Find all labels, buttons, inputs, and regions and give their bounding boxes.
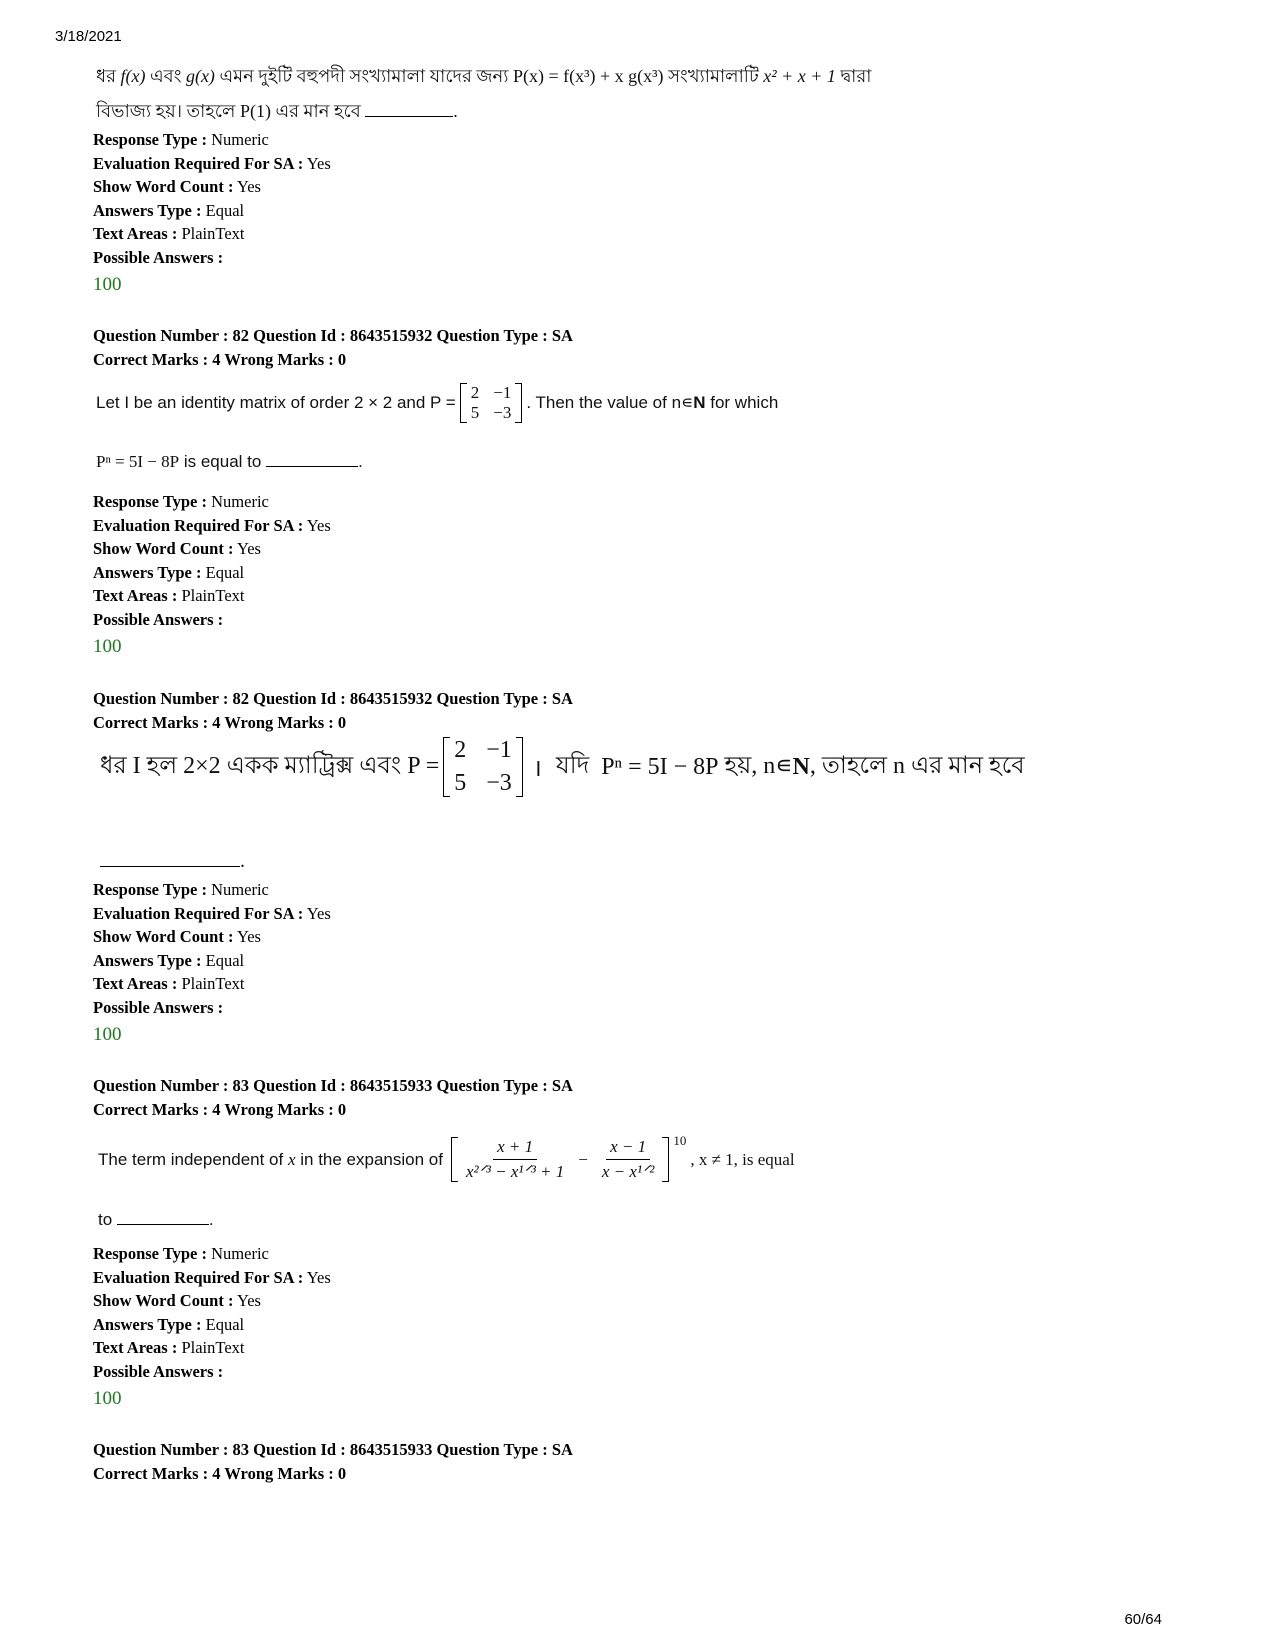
response-type-label: Response Type : [93, 130, 207, 149]
text-areas-value: PlainText [181, 586, 245, 606]
possible-answer-value: 100 [93, 1387, 122, 1409]
minus-sign: − [578, 1149, 588, 1169]
answers-type-label: Answers Type : [93, 200, 202, 220]
word-count-value: Yes [236, 927, 261, 947]
question-text-q83-en-line1 [98, 1133, 795, 1182]
q81-line2-b: এর মান হবে [275, 101, 361, 121]
q82bn-expr: Pⁿ = 5I − 8P [601, 753, 719, 780]
evaluation-value: Yes [306, 903, 331, 923]
q81-p1: P(1) [239, 101, 271, 121]
possible-answers-label: Possible Answers : [93, 997, 224, 1017]
q82-line2-a: Pⁿ = 5I − 8P [96, 452, 180, 471]
answers-type-label: Answers Type : [93, 562, 202, 582]
possible-answer-value: 100 [93, 273, 122, 295]
text-areas-label: Text Areas : [93, 224, 178, 244]
q82-text-a: Let I be an identity matrix of order 2 × 2 and P = [96, 393, 456, 412]
q82bn-text-N: N [792, 753, 810, 780]
q81-expr: P(x) = f(x³) + x g(x³) [512, 66, 664, 86]
text-areas-label: Text Areas : [93, 1338, 178, 1358]
response-type-value: Numeric [211, 880, 269, 899]
text-areas-label: Text Areas : [93, 974, 178, 994]
text-areas-value: PlainText [181, 1338, 245, 1358]
fraction-1 [462, 1137, 568, 1182]
fraction-numerator: x + 1 [493, 1137, 537, 1160]
evaluation-label: Evaluation Required For SA : [93, 1267, 304, 1287]
question-text-q81-line1 [96, 62, 871, 93]
response-type-label: Response Type : [93, 492, 207, 511]
question-header-line2: Correct Marks : 4 Wrong Marks : 0 [93, 350, 347, 369]
text-areas-label: Text Areas : [93, 586, 178, 606]
q83-power: 10 [673, 1133, 687, 1148]
fraction-denominator: x²ᐟ³ − x¹ᐟ³ + 1 [465, 1162, 565, 1181]
response-type-label: Response Type : [93, 1244, 207, 1263]
q82bn-danda: । [532, 755, 542, 782]
question-meta-block [93, 490, 331, 659]
question-header-line2: Correct Marks : 4 Wrong Marks : 0 [93, 1464, 347, 1483]
q83-x: x [287, 1149, 296, 1169]
matrix-cell: 5 [470, 403, 480, 422]
text-areas-value: PlainText [181, 224, 245, 244]
word-count-label: Show Word Count : [93, 1291, 234, 1311]
matrix-p [460, 383, 523, 423]
fraction-numerator: x − 1 [606, 1137, 650, 1160]
response-type-label: Response Type : [93, 880, 207, 899]
answer-blank [117, 1210, 209, 1225]
q82-text-b: . Then the value of n∊ [526, 393, 694, 412]
answers-type-label: Answers Type : [93, 950, 202, 970]
answers-type-value: Equal [205, 950, 245, 970]
question-text-q82-bn [100, 737, 1025, 797]
response-type-value: Numeric [211, 1244, 269, 1263]
matrix-cell: −1 [486, 737, 512, 763]
matrix-cell: −1 [493, 383, 512, 402]
q81-gx: g(x) [185, 66, 215, 86]
question-header [93, 687, 573, 735]
possible-answer-value: 100 [93, 1023, 122, 1045]
page-number: 60/64 [1124, 1611, 1162, 1628]
q83-text-c: , x ≠ 1, is equal [690, 1149, 795, 1169]
answer-blank [365, 102, 453, 117]
response-type-value: Numeric [211, 492, 269, 511]
answers-type-value: Equal [205, 200, 245, 220]
question-header-line1: Question Number : 82 Question Id : 8643515932 Question Type : SA [93, 326, 573, 345]
question-header-line1: Question Number : 82 Question Id : 8643515932 Question Type : SA [93, 689, 573, 708]
q82-line2-b: is equal to [183, 452, 262, 471]
question-header-line2: Correct Marks : 4 Wrong Marks : 0 [93, 1100, 347, 1119]
possible-answers-label: Possible Answers : [93, 609, 224, 629]
word-count-value: Yes [236, 1291, 261, 1311]
fraction-2 [598, 1137, 658, 1182]
question-header-line1: Question Number : 83 Question Id : 8643515933 Question Type : SA [93, 1076, 573, 1095]
question-header-line1: Question Number : 83 Question Id : 8643515933 Question Type : SA [93, 1440, 573, 1459]
question-text-q83-en-line2: to . [98, 1210, 214, 1229]
question-header [93, 1438, 573, 1486]
evaluation-label: Evaluation Required For SA : [93, 903, 304, 923]
fraction-denominator: x − x¹ᐟ² [601, 1162, 655, 1181]
answer-blank [266, 452, 358, 467]
evaluation-value: Yes [306, 1267, 331, 1287]
page-date: 3/18/2021 [55, 28, 122, 45]
question-text-q82-en-line1 [96, 383, 778, 423]
possible-answers-label: Possible Answers : [93, 1361, 224, 1381]
q81-fx: f(x) [120, 66, 146, 86]
expansion-brackets [451, 1137, 669, 1182]
q83-text-b: in the expansion of [300, 1149, 443, 1169]
word-count-value: Yes [236, 177, 261, 197]
evaluation-label: Evaluation Required For SA : [93, 153, 304, 173]
q81-text-d: দ্বারা [840, 66, 872, 86]
matrix-cell: 2 [470, 383, 480, 402]
q82bn-text-b: যদি [555, 753, 590, 779]
question-header [93, 1074, 573, 1122]
evaluation-value: Yes [306, 515, 331, 535]
evaluation-label: Evaluation Required For SA : [93, 515, 304, 535]
question-text-q82-en-line2: Pⁿ = 5I − 8P is equal to . [96, 452, 363, 471]
q82-text-c: for which [710, 393, 779, 412]
matrix-cell: 2 [454, 737, 467, 763]
question-text-q81-line2: বিভাজ্য হয়। তাহলে P(1) এর মান হবে . [96, 101, 458, 121]
response-type-value: Numeric [211, 130, 269, 149]
q81-and: এবং [149, 66, 182, 86]
answers-type-value: Equal [205, 562, 245, 582]
q82bn-text-d: , তাহলে n এর মান হবে [809, 753, 1025, 779]
q81-text-a: ধর [96, 66, 116, 86]
answers-type-value: Equal [205, 1314, 245, 1334]
answer-blank [100, 852, 240, 867]
q81-text-c: সংখ্যামালাটি [668, 66, 759, 86]
matrix-cell: 5 [454, 770, 467, 796]
question-meta-block [93, 128, 331, 297]
question-text-q82-bn-line2: . [100, 850, 245, 873]
q82-text-N: N [693, 393, 706, 412]
q81-text-b: এমন দুইটি বহুপদী সংখ্যামালা যাদের জন্য [219, 66, 509, 86]
q83-text-a: The term independent of [98, 1149, 284, 1169]
question-header [93, 324, 573, 372]
matrix-cell: −3 [493, 403, 512, 422]
word-count-label: Show Word Count : [93, 539, 234, 559]
matrix-p [443, 737, 523, 797]
text-areas-value: PlainText [181, 974, 245, 994]
question-header-line2: Correct Marks : 4 Wrong Marks : 0 [93, 713, 347, 732]
question-meta-block [93, 1242, 331, 1411]
possible-answers-label: Possible Answers : [93, 247, 224, 267]
q81-divisor: x² + x + 1 [763, 66, 836, 86]
q81-line2-a: বিভাজ্য হয়। তাহলে [96, 101, 236, 121]
word-count-label: Show Word Count : [93, 927, 234, 947]
possible-answer-value: 100 [93, 635, 122, 657]
matrix-cell: −3 [486, 770, 512, 796]
q82bn-text-a: ধর I হল 2×2 একক ম্যাট্রিক্স এবং P = [100, 753, 440, 779]
word-count-value: Yes [236, 539, 261, 559]
question-meta-block [93, 878, 331, 1047]
q83-line2: to [98, 1210, 113, 1229]
answers-type-label: Answers Type : [93, 1314, 202, 1334]
q82bn-text-c: হয়, n∊ [724, 753, 793, 779]
evaluation-value: Yes [306, 153, 331, 173]
word-count-label: Show Word Count : [93, 177, 234, 197]
